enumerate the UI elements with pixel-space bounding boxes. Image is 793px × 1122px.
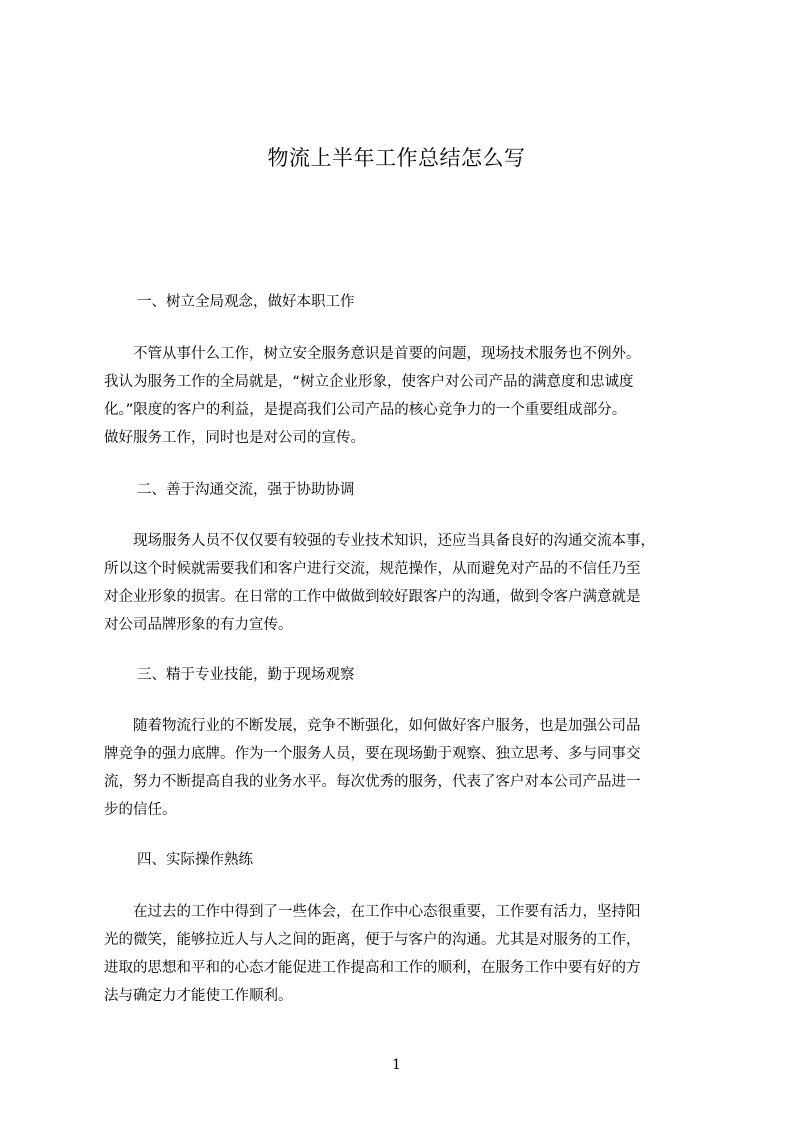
paragraph-line: 现场服务人员不仅仅要有较强的专业技术知识，还应当具备良好的沟通交流本事， xyxy=(104,533,655,549)
paragraph-line: 我认为服务工作的全局就是，“树立企业形象，使客户对公司产品的满意度和忠诚度 xyxy=(104,374,634,390)
section-paragraph-2 xyxy=(104,527,704,639)
paragraph-line: 光的微笑，能够拉近人与人之间的距离，便于与客户的沟通。尤其是对服务的工作， xyxy=(104,932,641,948)
paragraph-line: 做好服务工作，同时也是对公司的宣传。 xyxy=(104,430,365,446)
paragraph-line: 对公司品牌形象的有力宣传。 xyxy=(104,617,293,633)
section-heading-3: 三、精于专业技能，勤于现场观察 xyxy=(137,667,355,683)
paragraph-line: 法与确定力才能使工作顺利。 xyxy=(104,988,293,1004)
paragraph-line: 随着物流行业的不断发展，竞争不断强化，如何做好客户服务，也是加强公司品 xyxy=(104,718,641,734)
section-heading-2: 二、善于沟通交流，强于协助协调 xyxy=(137,482,355,498)
section-paragraph-3 xyxy=(104,712,704,824)
paragraph-line: 流，努力不断提高自我的业务水平。每次优秀的服务，代表了客户对本公司产品进一 xyxy=(104,774,641,790)
paragraph-line: 不管从事什么工作，树立安全服务意识是首要的问题，现场技术服务也不例外。 xyxy=(104,346,641,362)
paragraph-line: 在过去的工作中得到了一些体会，在工作中心态很重要，工作要有活力，坚持阳 xyxy=(104,904,641,920)
paragraph-line: 所以这个时候就需要我们和客户进行交流，规范操作，从而避免对产品的不信任乃至 xyxy=(104,561,641,577)
paragraph-line: 对企业形象的损害。在日常的工作中做做到较好跟客户的沟通，做到令客户满意就是 xyxy=(104,589,641,605)
section-heading-1: 一、树立全局观念，做好本职工作 xyxy=(137,294,355,310)
section-paragraph-4 xyxy=(104,898,704,1010)
paragraph-line: 牌竞争的强力底牌。作为一个服务人员，要在现场勤于观察、独立思考、多与同事交 xyxy=(104,746,641,762)
paragraph-line: 步的信任。 xyxy=(104,802,177,818)
paragraph-line: 化。”限度的客户的利益，是提高我们公司产品的核心竞争力的一个重要组成部分。 xyxy=(104,402,627,418)
section-heading-4: 四、实际操作熟练 xyxy=(137,852,253,868)
paragraph-line: 进取的思想和平和的心态才能促进工作提高和工作的顺利，在服务工作中要有好的方 xyxy=(104,960,641,976)
document-title: 物流上半年工作总结怎么写 xyxy=(267,146,526,170)
page-number: 1 xyxy=(392,1057,401,1073)
section-paragraph-1 xyxy=(104,340,704,452)
